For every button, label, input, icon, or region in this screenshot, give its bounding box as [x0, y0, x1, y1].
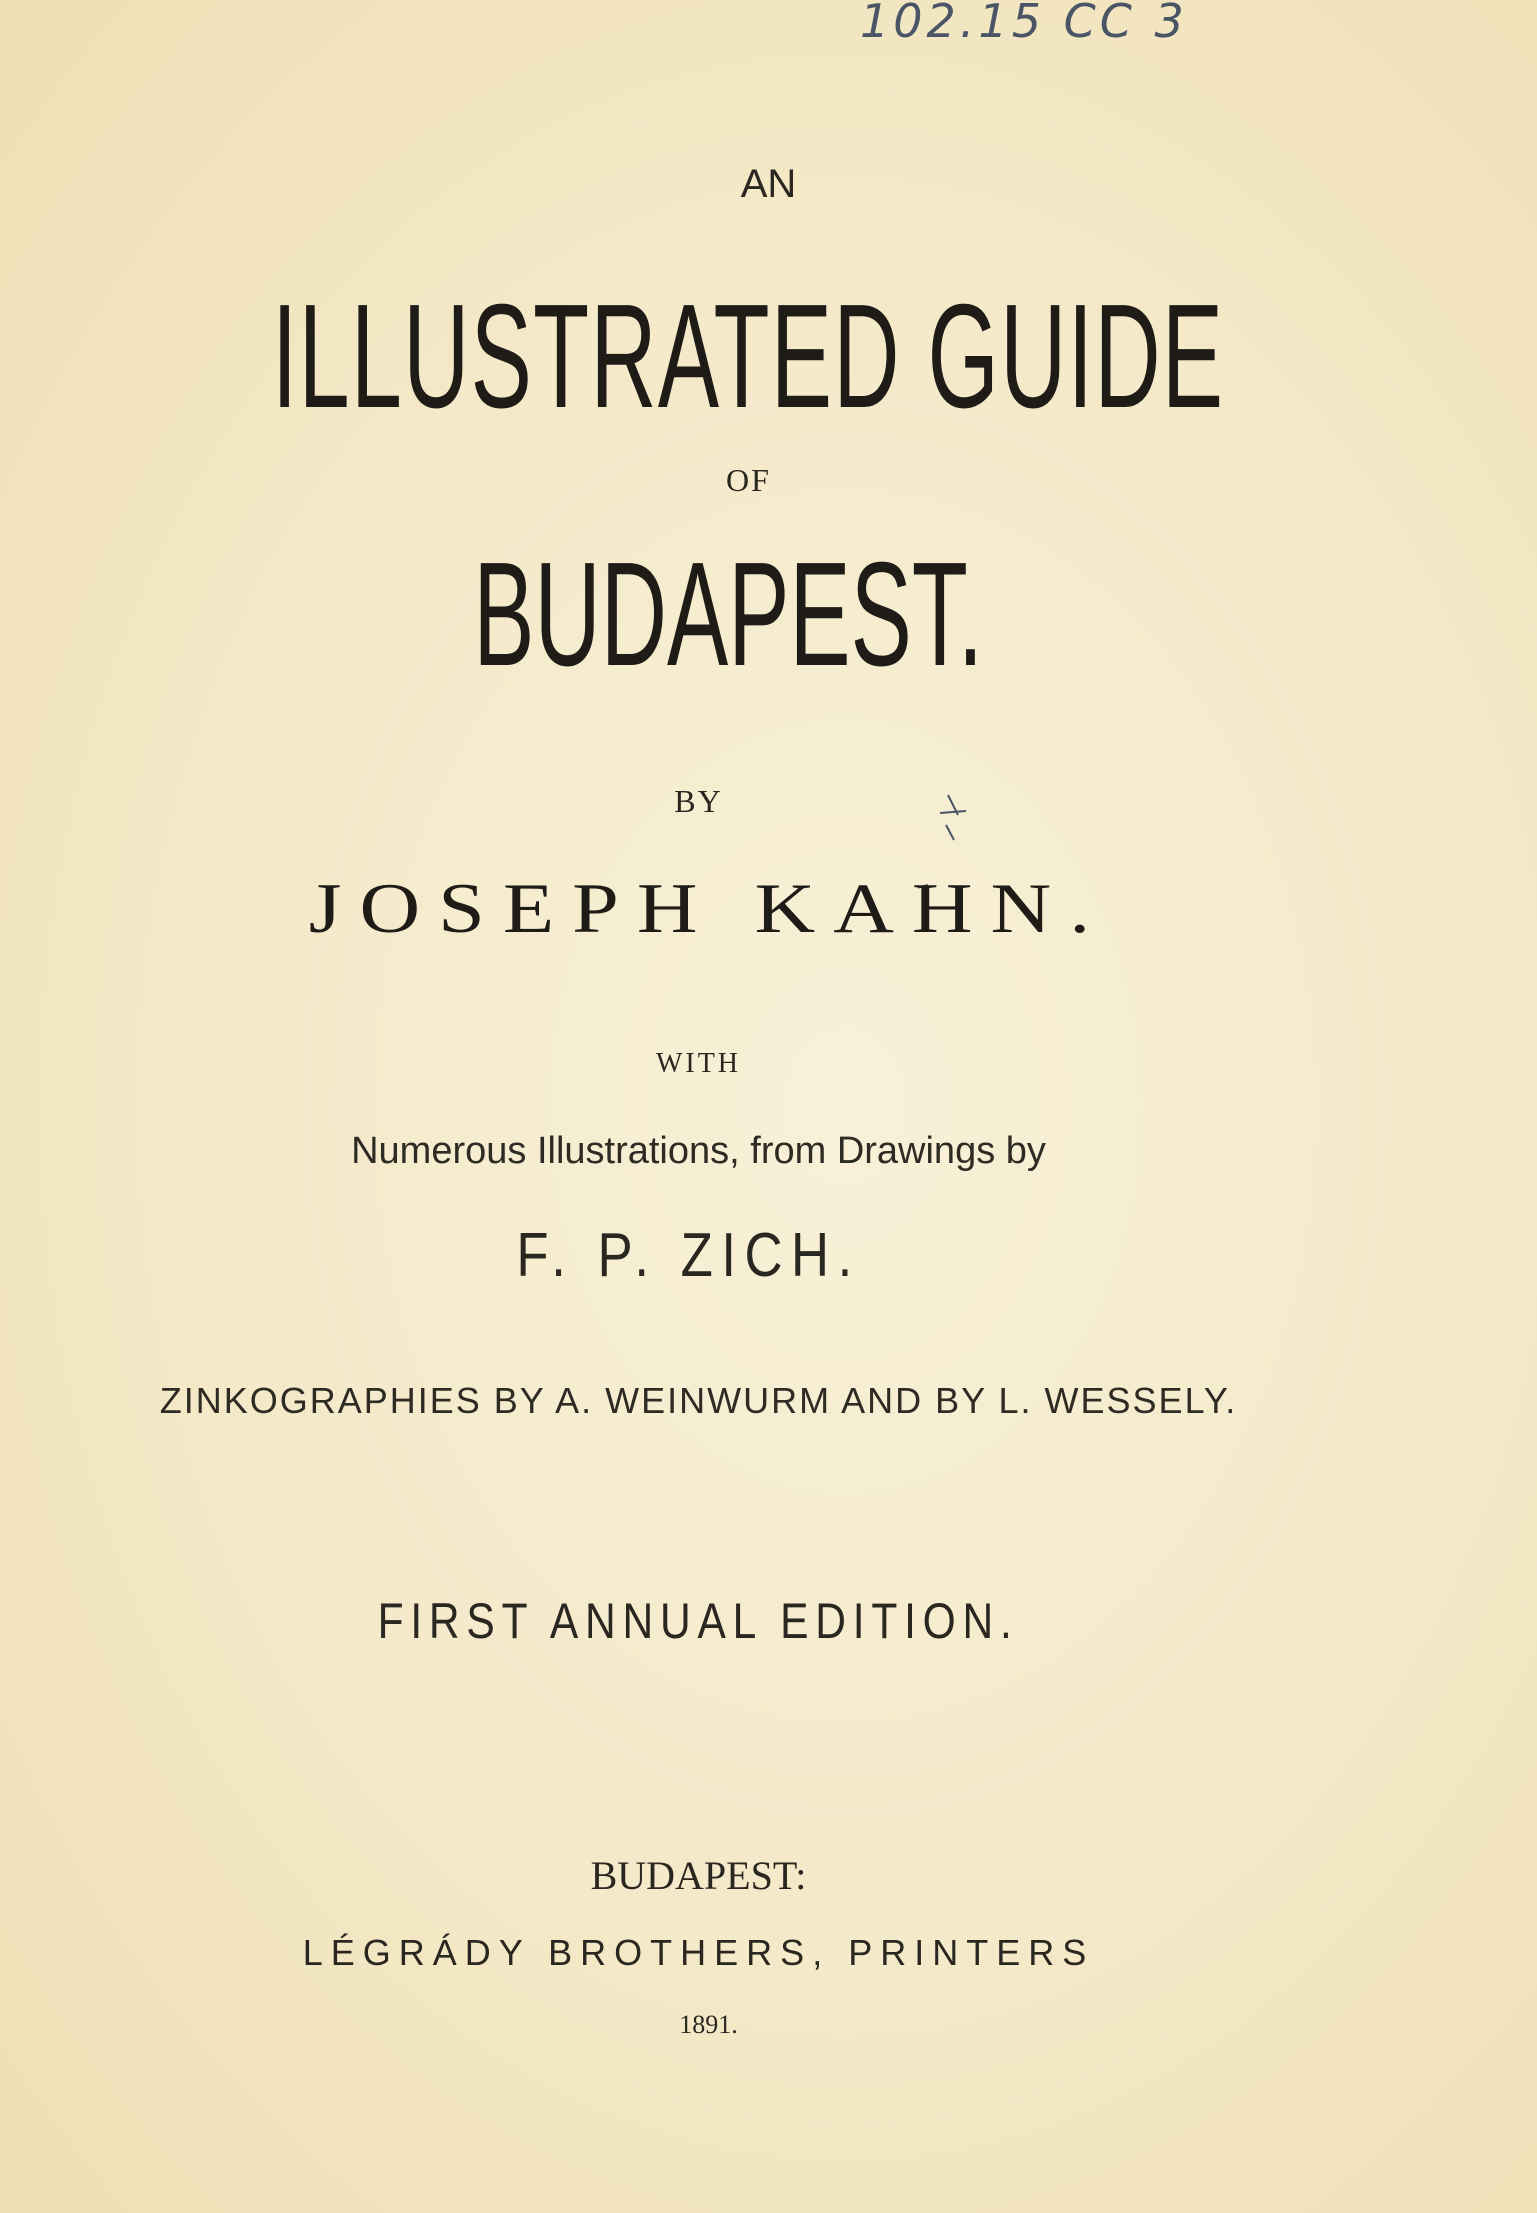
imprint-city: BUDAPEST: — [590, 1853, 807, 1898]
imprint-printer: LÉGRÁDY BROTHERS, PRINTERS — [302, 1932, 1095, 1973]
book-title-text: ILLUSTRATED GUIDE — [272, 274, 1225, 439]
author-name — [0, 860, 1477, 957]
edition-statement-text: FIRST ANNUAL EDITION. — [377, 1593, 1020, 1649]
author-name-text: JOSEPH KAHN. — [308, 868, 1109, 949]
imprint-year: 1891. — [679, 2010, 738, 2039]
book-subject-city-text: BUDAPEST. — [473, 532, 984, 697]
illustrator-name-text: F. P. ZICH. — [516, 1221, 861, 1290]
edition-statement — [0, 1592, 1467, 1650]
title-connector: OF — [726, 462, 771, 498]
pre-title-text: AN — [740, 162, 797, 206]
book-title — [0, 272, 1517, 443]
handwritten-shelfmark: 102.15 CC 3 — [860, 0, 1188, 48]
zinkographies-credit: ZINKOGRAPHIES BY A. WEINWURM AND BY L. WESSELY. — [159, 1380, 1238, 1421]
with-label: WITH — [655, 1048, 742, 1079]
illustrations-note: Numerous Illustrations, from Drawings by — [351, 1130, 1046, 1172]
pre-title — [0, 160, 1537, 207]
book-subject-city — [0, 530, 1497, 701]
illustrator-name — [0, 1220, 1457, 1292]
by-label: BY — [674, 783, 723, 819]
